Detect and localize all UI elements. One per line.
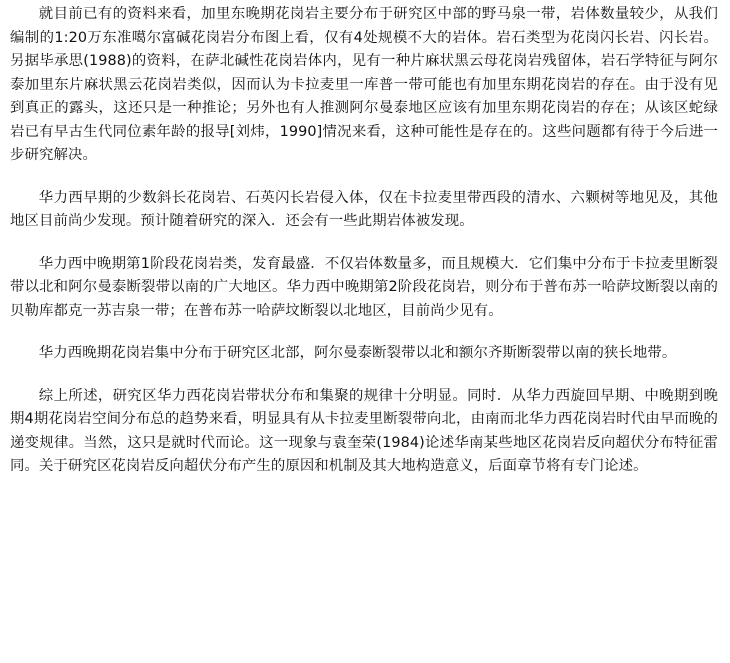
- paragraph-summary: 综上所述，研究区华力西花岗岩带状分布和集聚的规律十分明显。同时．从华力西旋回早期、中晚期到晚期4期花岗岩空间分布总的趋势来看，明显具有从卡拉麦里断裂带向北，由南而北华力西花岗岩时代由早而晚的递变规律。当然，这只是就时代而论。这一现象与袁奎荣(1984)论述华南某些地区花岗岩反向超伏分布特征雷同。关于研究区花岗岩反向超伏分布产生的原因和机制及其大地构造意义，后面章节将有专门论述。: [10, 387, 718, 474]
- paragraph-late-variscan: 华力西晚期花岗岩集中分布于研究区北部，阿尔曼泰断裂带以北和额尔齐斯断裂带以南的狭长地带。: [38, 345, 677, 361]
- paragraph-early-variscan: 华力西早期的少数斜长花岗岩、石英闪长岩侵入体，仅在卡拉麦里带西段的清水、六颗树等地见及，其他地区目前尚少发现。预计随着研究的深入．还会有一些此期岩体被发现。: [10, 189, 718, 229]
- paragraph-mid-late-variscan: 华力西中晚期第1阶段花岗岩类，发育最盛．不仅岩体数量多，而且规模大．它们集中分布于卡拉麦里断裂带以北和阿尔曼泰断裂带以南的广大地区。华力西中晚期第2阶段花岗岩，则分布于普布苏一哈萨坟断裂以南的贝勒库都克一苏吉泉一带；在普布苏一哈萨坟断裂以北地区，目前尚少见有。: [10, 255, 718, 319]
- paragraph-caledonian-granites: 就目前已有的资料来看，加里东晚期花岗岩主要分布于研究区中部的野马泉一带，岩体数量较少，从我们编制的1:20万东准噶尔富碱花岗岩分布图上看，仅有4处规模不大的岩体。岩石类型为花岗闪长岩、闪长岩。另据毕承思(1988)的资料，在萨北碱性花岗岩体内，见有一种片麻状黑云母花岗岩残留体，岩石学特征与阿尔泰加里东片麻状黑云花岗岩类似，因而认为卡拉麦里一库普一带可能也有加里东期花岗岩的存在。由于没有见到真正的露头，这还只是一种推论；另外也有人推测阿尔曼泰地区应该有加里东期花岗岩的存在；从该区蛇绿岩已有早古生代同位素年龄的报导[刘炜，1990]情况来看，这种可能性是存在的。这些问题都有待于今后进一步研究解决。: [10, 6, 718, 163]
- document-body: [10, 3, 718, 479]
